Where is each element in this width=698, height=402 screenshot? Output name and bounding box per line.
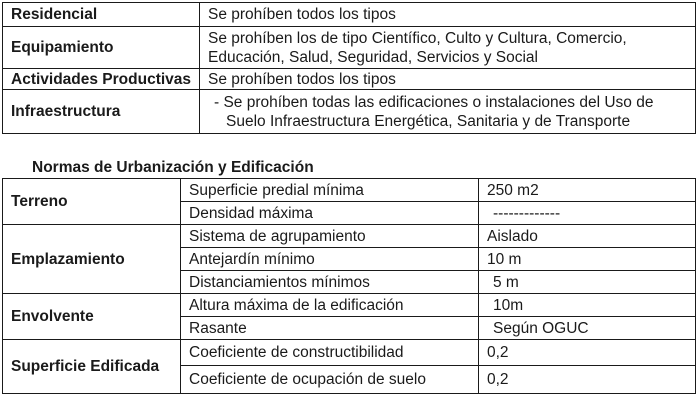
norm-parameter: Rasante	[181, 317, 479, 340]
norm-value: Según OGUC	[479, 317, 696, 340]
table-row	[3, 69, 696, 90]
table-row	[3, 27, 696, 69]
norms-table	[2, 178, 696, 394]
norm-parameter: Antejardín mínimo	[181, 248, 479, 271]
norm-parameter: Sistema de agrupamiento	[181, 225, 479, 248]
use-rule-line: Educación, Salud, Seguridad, Servicios y Social	[208, 48, 538, 66]
norm-category: Superficie Edificada	[3, 340, 181, 394]
norm-value: 5 m	[479, 271, 696, 294]
use-rule	[200, 90, 696, 134]
use-category: Actividades Productivas	[3, 69, 200, 90]
norm-parameter: Coeficiente de ocupación de suelo	[181, 366, 479, 394]
table-row	[3, 225, 696, 248]
norm-parameter: Distanciamientos mínimos	[181, 271, 479, 294]
use-category: Equipamiento	[3, 27, 200, 69]
use-rule-line: Suelo Infraestructura Energética, Sanitaria y de Transporte	[226, 112, 631, 130]
table-row	[3, 179, 696, 202]
table-row	[3, 340, 696, 366]
norm-value: 250 m2	[479, 179, 696, 202]
norm-value: -------------	[479, 202, 696, 225]
use-category: Residencial	[3, 3, 200, 27]
use-rule-line: - Se prohíben todas las edificaciones o instalaciones del Uso de	[214, 93, 654, 111]
uses-table	[2, 2, 696, 134]
norm-parameter: Coeficiente de constructibilidad	[181, 340, 479, 366]
table-row	[3, 3, 696, 27]
norm-value: 10 m	[479, 248, 696, 271]
norm-value: 10m	[479, 294, 696, 317]
use-rule	[200, 27, 696, 69]
use-rule-line: Se prohíben los de tipo Científico, Culto y Cultura, Comercio,	[208, 29, 627, 47]
norm-category: Terreno	[3, 179, 181, 225]
norm-value: 0,2	[479, 366, 696, 394]
norm-parameter: Altura máxima de la edificación	[181, 294, 479, 317]
norm-parameter: Superficie predial mínima	[181, 179, 479, 202]
norm-parameter: Densidad máxima	[181, 202, 479, 225]
section-title: Normas de Urbanización y Edificación	[32, 159, 314, 176]
norm-category: Envolvente	[3, 294, 181, 340]
use-category: Infraestructura	[3, 90, 200, 134]
norm-category: Emplazamiento	[3, 225, 181, 294]
table-row	[3, 294, 696, 317]
norm-value: 0,2	[479, 340, 696, 366]
norm-value: Aislado	[479, 225, 696, 248]
table-row	[3, 90, 696, 134]
use-rule: Se prohíben todos los tipos	[200, 69, 696, 90]
use-rule: Se prohíben todos los tipos	[200, 3, 696, 27]
